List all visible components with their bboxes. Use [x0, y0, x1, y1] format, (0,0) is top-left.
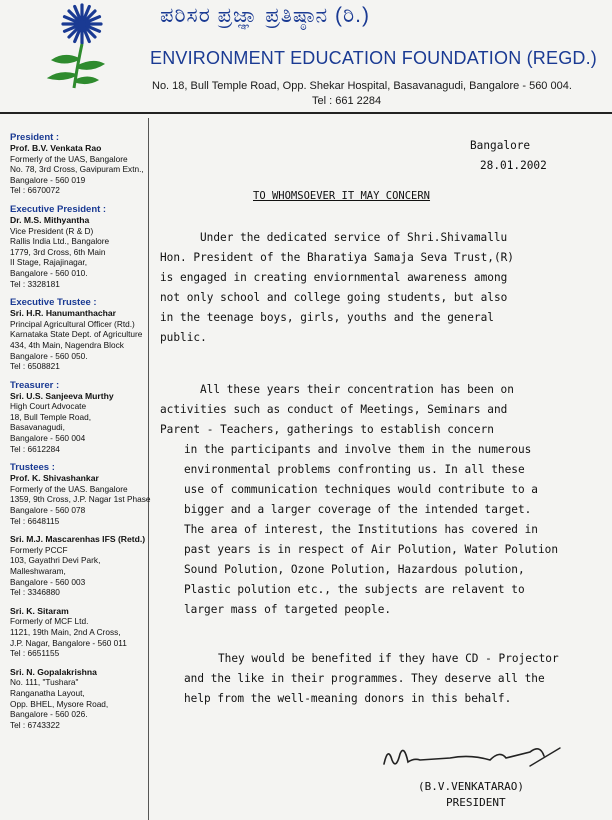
member-detail: Basavanagudi,: [10, 422, 65, 433]
member-detail: Opp. BHEL, Mysore Road,: [10, 698, 109, 709]
org-phone: Tel : 661 2284: [312, 95, 382, 107]
member-detail: No. 111, "Tushara": [10, 677, 79, 688]
letter-subject: TO WHOMSOEVER IT MAY CONCERN: [253, 190, 431, 202]
signatory-title: PRESIDENT: [446, 796, 506, 809]
member-detail: Bangalore - 560 019: [10, 174, 86, 185]
text-line: Parent - Teachers, gatherings to establish concern: [160, 423, 494, 436]
member-detail: Ranganatha Layout,: [10, 687, 85, 698]
member-name: Sri. M.J. Mascarenhas IFS (Retd.): [10, 534, 146, 545]
member-detail: 18, Bull Temple Road,: [10, 411, 92, 422]
member-phone: Tel : 6743322: [10, 719, 60, 730]
header-divider: [0, 112, 612, 114]
member-detail: Bangalore - 560 050.: [10, 350, 88, 361]
sidebar-divider: [148, 118, 149, 820]
sidebar-member: [10, 606, 146, 659]
trustees-sidebar: [10, 132, 151, 738]
member-name: Prof. B.V. Venkata Rao: [10, 143, 102, 153]
sidebar-member: [10, 132, 146, 196]
text-line: larger mass of targeted people.: [184, 603, 392, 616]
text-line: bigger and a larger coverage of the intended target.: [184, 503, 532, 516]
member-detail: Vice President (R & D): [10, 225, 94, 236]
signature: [380, 736, 580, 776]
member-detail: 1779, 3rd Cross, 6th Main: [10, 246, 106, 257]
member-role: Executive President :: [10, 203, 107, 215]
flower-icon: [63, 5, 101, 43]
member-detail: Bangalore - 560 003: [10, 576, 86, 587]
text-line: Hon. President of the Bharatiya Samaja Seva Trust,(R): [160, 251, 514, 264]
member-detail: No. 78, 3rd Cross, Gavipuram Extn.,: [10, 164, 144, 175]
member-detail: Karnataka State Dept. of Agriculture: [10, 329, 143, 340]
text-line: use of communication techniques would contribute to a: [184, 483, 538, 496]
member-detail: Rallis India Ltd., Bangalore: [10, 236, 110, 247]
paragraph: [160, 649, 605, 709]
member-name: Sri. H.R. Hanumanthachar: [10, 308, 117, 319]
member-detail: Formerly PCCF: [10, 544, 68, 555]
text-line: environmental problems confronting us. In all these: [184, 463, 525, 476]
text-line: All these years their concentration has been on: [200, 383, 514, 396]
text-line: in the participants and involve them in the numerous: [184, 443, 532, 456]
member-name: Sri. K. Sitaram: [10, 605, 69, 616]
member-detail: J.P. Nagar, Bangalore - 560 011: [10, 637, 127, 648]
member-detail: 103, Gayathri Devi Park,: [10, 555, 101, 566]
text-line: public.: [160, 331, 207, 344]
member-detail: Bangalore - 560 004: [10, 433, 86, 444]
text-line: in the teenage boys, girls, youths and the general: [160, 311, 494, 324]
text-line: They would be benefited if they have CD - Projector: [218, 652, 559, 665]
text-line: not only school and college going students, but also: [160, 291, 508, 304]
member-detail: II Stage, Rajajinagar,: [10, 257, 88, 268]
text-line: Plastic polution etc., the subjects are relavent to: [184, 583, 525, 596]
org-name: ENVIRONMENT EDUCATION FOUNDATION (REGD.): [150, 48, 598, 68]
member-role: President :: [10, 132, 60, 143]
text-line: activities such as conduct of Meetings, Seminars and: [160, 403, 508, 416]
paragraph: [160, 228, 605, 348]
member-role: Trustees :: [10, 462, 55, 474]
member-phone: Tel : 3328181: [10, 278, 60, 289]
paragraph: [160, 380, 605, 620]
member-phone: Tel : 6508821: [10, 361, 60, 372]
member-phone: Tel : 3346880: [10, 587, 60, 598]
text-line: and the like in their programmes. They deserve all the: [184, 672, 545, 685]
text-line: past years is in respect of Air Polution, Water Polution: [184, 543, 559, 556]
member-role: Executive Trustee :: [10, 297, 97, 309]
member-name: Dr. M.S. Mithyantha: [10, 214, 90, 225]
member-detail: Bangalore - 560 010.: [10, 267, 88, 278]
member-detail: High Court Advocate: [10, 401, 87, 412]
member-role: Treasurer :: [10, 379, 60, 391]
member-detail: Formerly of the UAS, Bangalore: [10, 153, 128, 164]
signatory-name: (B.V.VENKATARAO): [418, 780, 524, 793]
member-detail: Malleshwaram,: [10, 566, 66, 576]
sidebar-member: [10, 297, 146, 372]
member-phone: Tel : 6612284: [10, 443, 60, 454]
sidebar-member: [10, 462, 151, 526]
member-detail: 1359, 9th Cross, J.P. Nagar 1st Phase: [10, 494, 151, 505]
text-line: is engaged in creating enviornmental awareness among: [160, 271, 508, 284]
text-line: Under the dedicated service of Shri.Shivamallu: [200, 231, 508, 244]
member-detail: Bangalore - 560 026.: [10, 709, 88, 720]
kannada-org-name: ಪರಿಸರ ಪ್ರಜ್ಞಾ ಪ್ರತಿಷ್ಠಾನ (ರಿ.): [160, 4, 370, 27]
letter-place: Bangalore: [470, 139, 531, 152]
org-address: No. 18, Bull Temple Road, Opp. Shekar Hospital, Basavanagudi, Bangalore - 560 004.: [152, 80, 572, 92]
member-detail: Principal Agricultural Officer (Rtd.): [10, 318, 135, 329]
sidebar-member: [10, 534, 146, 598]
member-detail: Bangalore - 560 078: [10, 505, 86, 516]
member-name: Sri. U.S. Sanjeeva Murthy: [10, 390, 114, 401]
text-line: Sound Polution, Ozone Polution, Hazardous polution,: [184, 563, 525, 576]
sidebar-member: [10, 667, 146, 731]
foundation-logo: [38, 2, 138, 90]
text-line: help from the well-meaning donors in this behalf.: [184, 692, 512, 705]
letter-date: 28.01.2002: [480, 159, 547, 172]
member-detail: Formerly of MCF Ltd.: [10, 616, 89, 627]
member-phone: Tel : 6670072: [10, 185, 60, 196]
member-detail: 434, 4th Main, Nagendra Block: [10, 339, 124, 350]
sidebar-member: [10, 380, 146, 455]
member-name: Sri. N. Gopalakrishna: [10, 666, 97, 677]
sidebar-member: [10, 204, 146, 289]
member-name: Prof. K. Shivashankar: [10, 473, 99, 484]
text-line: The area of interest, the Institutions has covered in: [184, 523, 538, 536]
member-detail: 1121, 19th Main, 2nd A Cross,: [10, 626, 121, 637]
member-phone: Tel : 6648115: [10, 515, 60, 526]
member-detail: Formerly of the UAS. Bangalore: [10, 483, 128, 494]
stem-leaves-icon: [48, 44, 104, 88]
member-phone: Tel : 6651155: [10, 648, 60, 659]
